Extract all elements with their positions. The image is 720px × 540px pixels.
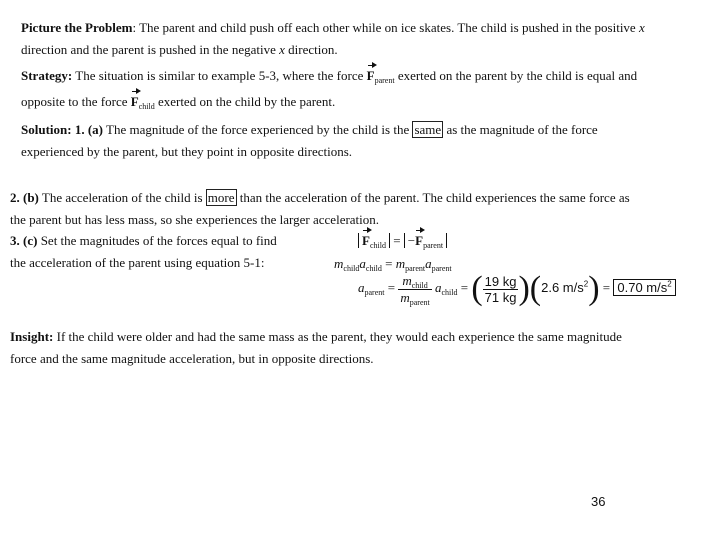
right-paren-1: ) — [518, 270, 530, 307]
force-parent-sub: parent — [423, 241, 444, 250]
insight-text-2: force and the same magnitude acceleration, but in opposite directions. — [10, 351, 374, 366]
m-child-num: m — [402, 272, 412, 288]
eq-sign-1: = — [393, 233, 401, 248]
solution — [21, 119, 711, 163]
m-parent-den-sub: parent — [409, 297, 430, 307]
equation-force-magnitudes — [358, 233, 447, 249]
solution-text-2: as the magnitude of the force — [443, 122, 598, 137]
fraction-denominator — [398, 290, 431, 306]
step2-text-2: than the acceleration of the parent. The child experiences the same force as — [236, 190, 630, 205]
abs-force-child — [358, 233, 390, 248]
m-parent: m — [395, 256, 406, 271]
strategy-text-4: exerted on the child by the parent. — [154, 94, 336, 109]
step2-label: 2. (b) — [10, 190, 39, 205]
a-child-sub: child — [365, 264, 382, 273]
m-child-num-sub: child — [411, 280, 428, 290]
step-3 — [10, 230, 340, 274]
force-parent-vector: F — [366, 68, 375, 83]
a-parent: a — [425, 256, 432, 271]
m-child: m — [334, 256, 344, 271]
step3-text-1: Set the magnitudes of the forces equal to find — [37, 233, 277, 248]
insight — [10, 326, 710, 370]
step2-text-1: The acceleration of the child is — [38, 190, 206, 205]
a-child: a — [359, 256, 366, 271]
step3-label: 3. (c) — [10, 233, 38, 248]
step2-text-3: the parent but has less mass, so she experiences the larger acceleration. — [10, 212, 380, 227]
strategy — [21, 63, 711, 115]
right-paren-2: ) — [588, 270, 600, 307]
a-parent-sub: parent — [431, 264, 452, 273]
strategy-text-2: exerted on the parent by the child is equal and — [394, 68, 638, 83]
mass-ratio-fraction — [398, 273, 431, 306]
result-box — [613, 279, 675, 296]
fraction-numerator — [398, 273, 431, 290]
minus-sign-1: − — [407, 233, 416, 248]
child-acceleration-value — [541, 280, 588, 295]
page-number: 36 — [591, 494, 606, 509]
a-parent-lhs: a — [358, 279, 365, 295]
solution-boxed-answer: same — [414, 122, 442, 137]
equation-newton-second-law — [334, 256, 452, 272]
accel-child-sq: 2 — [583, 279, 589, 289]
picture-x2: x — [279, 42, 285, 57]
force-parent-symbol: F — [415, 233, 424, 248]
step2-boxed-answer: more — [207, 190, 235, 205]
step-2 — [10, 187, 710, 231]
force-child-subscript: child — [138, 102, 155, 111]
insight-text-1: If the child were older and had the same mass as the parent, they would each experience the same magnitude — [53, 329, 622, 344]
left-paren-1: ( — [471, 270, 483, 307]
strategy-label: Strategy: — [21, 68, 73, 83]
eq-sign-4: = — [460, 279, 469, 295]
picture-label: Picture the Problem — [21, 20, 133, 35]
a-parent-lhs-sub: parent — [364, 287, 385, 297]
solution-text-3: experienced by the parent, but they point in opposite directions. — [21, 144, 353, 159]
picture-the-problem — [21, 17, 711, 61]
picture-text-3: direction. — [284, 42, 338, 57]
numeric-numerator: 19 kg — [484, 273, 517, 289]
force-parent-subscript: parent — [374, 76, 395, 85]
force-child-symbol: F — [362, 233, 370, 248]
m-parent-sub: parent — [405, 264, 426, 273]
abs-force-parent — [404, 233, 447, 248]
force-child-vector: F — [130, 94, 139, 109]
a-child-rhs: a — [434, 279, 442, 295]
result-text: 0.70 m/s — [617, 279, 668, 295]
a-child-rhs-sub: child — [441, 287, 458, 297]
insight-label: Insight: — [10, 329, 54, 344]
picture-text-2: direction and the parent is pushed in the negative — [21, 42, 280, 57]
equation-acceleration-parent — [358, 272, 676, 306]
eq-sign-5: = — [602, 279, 611, 295]
strategy-text-1: The situation is similar to example 5-3, where the force — [72, 68, 367, 83]
accel-child-text: 2.6 m/s — [541, 279, 584, 295]
strategy-text-3: opposite to the force — [21, 94, 131, 109]
result-sq: 2 — [667, 279, 672, 289]
solution-label: Solution: 1. (a) — [21, 122, 103, 137]
numeric-mass-fraction — [483, 274, 519, 305]
m-parent-den: m — [400, 289, 410, 305]
solution-text-1: The magnitude of the force experienced by the child is the — [102, 122, 413, 137]
eq-sign-2: = — [385, 256, 393, 271]
picture-text-1: : The parent and child push off each other while on ice skates. The child is pushed in the positive — [132, 20, 639, 35]
m-child-sub: child — [343, 264, 360, 273]
eq-sign-3: = — [387, 279, 396, 295]
left-paren-2: ( — [529, 270, 542, 307]
step3-text-2: the acceleration of the parent using equation 5-1: — [10, 255, 265, 270]
picture-x1: x — [638, 20, 645, 35]
numeric-denominator: 71 kg — [484, 289, 517, 305]
force-child-sub: child — [369, 241, 386, 250]
